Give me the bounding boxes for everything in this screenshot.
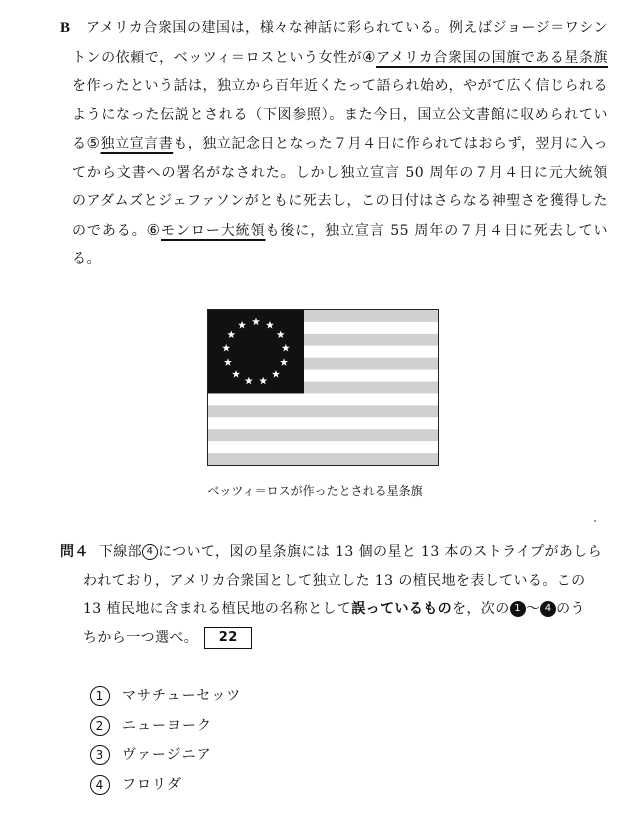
choice-number-circle: 1 <box>90 686 110 706</box>
choice-number-circle: 2 <box>90 716 110 736</box>
flag-stripe <box>208 393 438 405</box>
underline-ref-6: ⑥ <box>146 220 161 239</box>
flag-stripe <box>208 429 438 441</box>
question-text: われており，アメリカ合衆国として独立した 13 の植民地を表している。この <box>83 572 586 589</box>
underlined-declaration-phrase: 独立宣言書 <box>100 136 174 152</box>
choice-text: ヴァージニア <box>122 747 212 763</box>
passage-text-4: も後に，独立宣言 55 周年の７月４日に死去している。 <box>72 222 609 267</box>
choice-text: フロリダ <box>122 776 182 793</box>
underline-ref-5: ⑤ <box>86 134 101 152</box>
question-text: について，図の星条旗には 13 個の星と 13 本のストライプがあしら <box>158 544 603 560</box>
ref-circle-4: 4 <box>142 544 158 560</box>
range-start-circle: 1 <box>510 601 526 617</box>
flag-stripe <box>208 405 438 417</box>
choice-item[interactable] <box>90 682 241 712</box>
question-text: ちから一つ選べ。 <box>83 629 199 646</box>
question-line-2 <box>60 567 608 596</box>
choice-item[interactable] <box>90 712 241 742</box>
question-line-4 <box>60 624 608 653</box>
flag-stripe <box>208 441 438 453</box>
flag-stripe <box>208 417 438 429</box>
betsy-ross-flag-image <box>207 309 439 466</box>
choice-text: ニューヨーク <box>122 717 212 734</box>
underlined-flag-phrase: アメリカ合衆国の国旗である星条旗 <box>376 49 608 66</box>
question-text: 13 植民地に含まれる植民地の名称として <box>83 601 352 617</box>
range-end-circle: 4 <box>540 601 556 617</box>
underlined-monroe-phrase: モンロー大統領 <box>161 222 266 239</box>
passage-b <box>60 14 609 274</box>
question-text: のう <box>556 601 585 617</box>
choice-item[interactable] <box>90 741 241 771</box>
underline-ref-4: ④ <box>362 47 377 66</box>
choice-text: マサチューセッツ <box>122 688 242 704</box>
figure-caption: ベッツィ＝ロスが作ったとされる星条旗 <box>207 484 423 498</box>
flag-stripe <box>208 453 438 465</box>
question-text: を，次の <box>452 601 510 617</box>
question-text: 下線部 <box>98 544 143 560</box>
question-line-1 <box>60 538 608 567</box>
choice-list <box>90 682 241 800</box>
range-tilde: ～ <box>525 601 541 617</box>
question-number: 問４ <box>60 544 89 560</box>
passage-text-3: も，独立記念日となった７月４日に作られてはおらず，翌月に入ってから文書への署名がなされた。しかし独立宣言 50 周年の７月４日に元大統領のアダムズとジェファソンがともに死去し，この日付はさらなる神聖さを獲得したのである。 <box>72 136 609 239</box>
choice-number-circle: 3 <box>90 745 110 765</box>
choice-number-circle: 4 <box>90 775 110 795</box>
passage-text-1: アメリカ合衆国の建国は，様々な神話に彩られている。例えばジョージ＝ワシントンの依頼で，ベッツィ＝ロスという女性が <box>72 20 608 66</box>
question-4 <box>60 538 608 652</box>
choice-item[interactable] <box>90 771 241 801</box>
stray-dot <box>594 520 596 522</box>
emphasized-text: 誤っているもの <box>351 601 453 617</box>
passage-text-2: を作ったという話は，独立から百年近くたって語られ始め，やがて広く信じられるようになった伝説とされる（下図参照）。また今日，国立公文書館に収められている <box>72 78 608 152</box>
question-line-3 <box>60 595 608 624</box>
answer-box: 22 <box>204 627 252 649</box>
flag-graphic <box>208 310 438 465</box>
section-label: B <box>60 20 71 36</box>
